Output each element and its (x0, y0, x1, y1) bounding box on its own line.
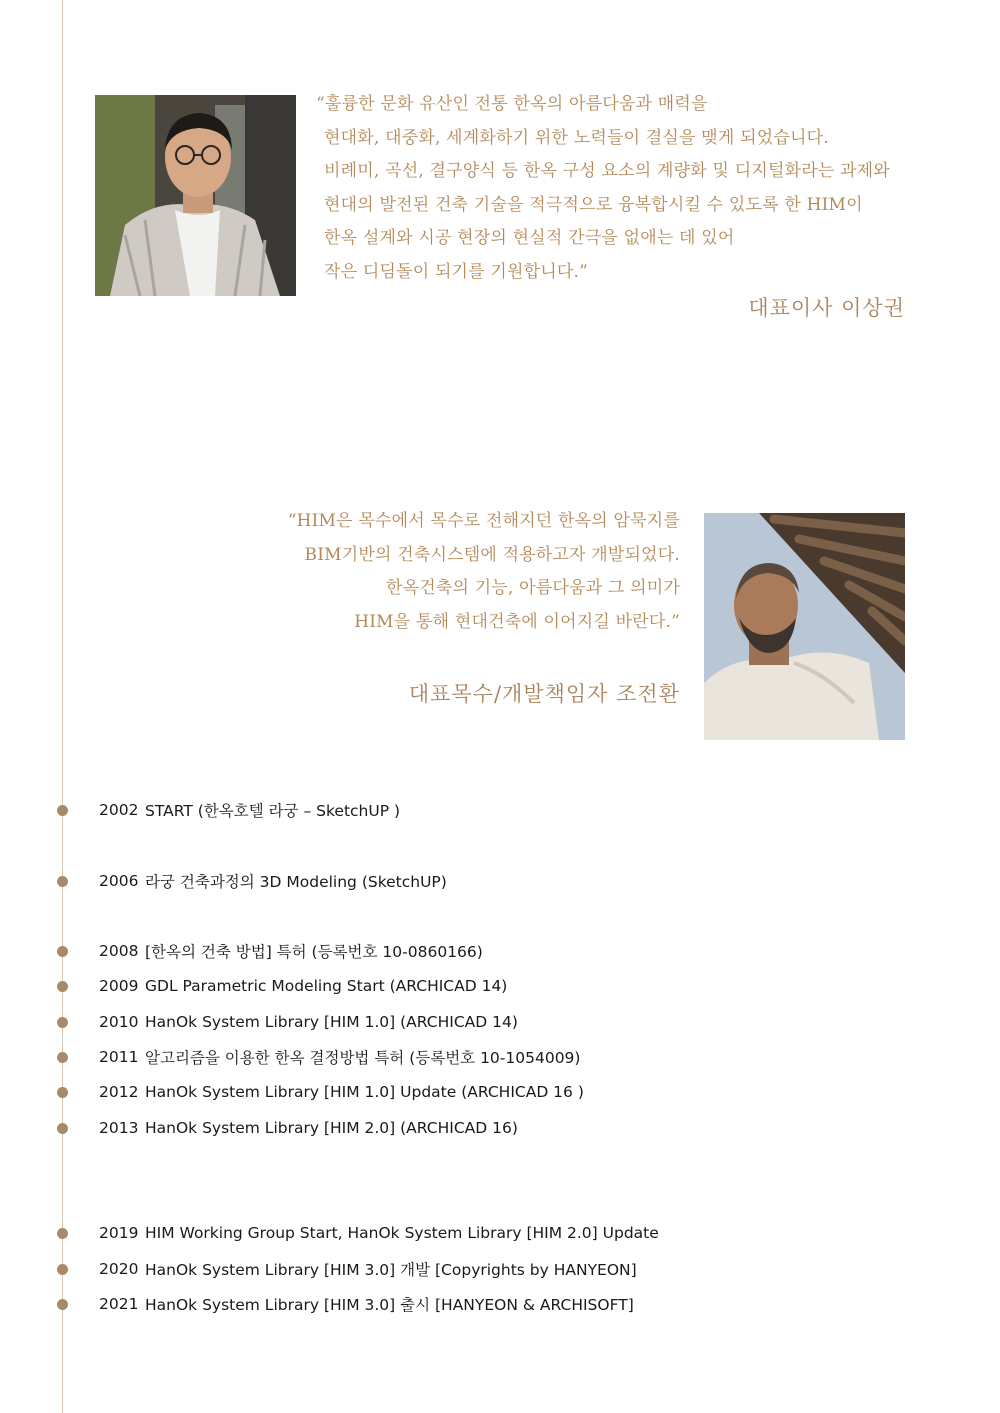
ceo-portrait-illustration (95, 95, 296, 296)
quote-line: 한옥건축의 기능, 아름다움과 그 의미가 (386, 578, 680, 598)
ceo-quote (316, 88, 890, 289)
timeline-item (57, 940, 483, 962)
timeline-text: HanOk System Library [HIM 3.0] 출시 [HANYEON & ARCHISOFT] (145, 1296, 634, 1314)
timeline-year: 2009 (99, 977, 139, 995)
timeline-year: 2021 (99, 1295, 139, 1313)
quote-line: “HIM은 목수에서 목수로 전해지던 한옥의 암묵지를 (287, 511, 680, 531)
bullet-dot-icon (57, 1228, 68, 1239)
bullet-dot-icon (57, 1017, 68, 1028)
timeline-year: 2013 (99, 1119, 139, 1137)
timeline-item (57, 1117, 518, 1139)
timeline-item (57, 1081, 584, 1103)
master-carpenter-illustration (704, 513, 905, 740)
timeline-text: 알고리즘을 이용한 한옥 결정방법 특허 (등록번호 10-1054009) (145, 1049, 581, 1067)
bullet-dot-icon (57, 1123, 68, 1134)
timeline-year: 2010 (99, 1013, 139, 1031)
timeline-item (57, 1258, 637, 1280)
master-carpenter-photo (704, 513, 905, 740)
quote-line: 한옥 설계와 시공 현장의 현실적 간극을 없애는 데 있어 (324, 228, 735, 248)
timeline-year: 2011 (99, 1048, 139, 1066)
master-carpenter-signature: 대표목수/개발책임자 조전환 (408, 682, 680, 706)
timeline-text: [한옥의 건축 방법] 특허 (등록번호 10-0860166) (145, 943, 483, 961)
left-vertical-rule (62, 0, 63, 1413)
quote-line: 작은 디딤돌이 되기를 기원합니다.” (324, 261, 589, 282)
timeline-text: HanOk System Library [HIM 1.0] (ARCHICAD 14) (145, 1013, 518, 1031)
timeline-text: START (한옥호텔 라궁 – SketchUP ) (145, 802, 401, 820)
timeline-item (57, 1293, 634, 1315)
timeline-text: HanOk System Library [HIM 1.0] Update (ARCHICAD 16 ) (145, 1083, 584, 1101)
bullet-dot-icon (57, 1264, 68, 1275)
quote-line: “훌륭한 문화 유산인 전통 한옥의 아름다움과 매력을 (316, 94, 708, 114)
quote-line: BIM기반의 건축시스템에 적용하고자 개발되었다. (304, 544, 680, 565)
master-carpenter-quote (288, 505, 680, 639)
timeline-year: 2019 (99, 1224, 139, 1242)
timeline-text: HanOk System Library [HIM 3.0] 개발 [Copyrights by HANYEON] (145, 1261, 637, 1279)
timeline-year: 2006 (99, 872, 139, 890)
quote-line: 현대화, 대중화, 세계화하기 위한 노력들이 결실을 맺게 되었습니다. (324, 127, 829, 148)
timeline-item (57, 870, 447, 892)
quote-line: 비례미, 곡선, 결구양식 등 한옥 구성 요소의 계량화 및 디지털화라는 과제와 (324, 161, 890, 181)
timeline-text: GDL Parametric Modeling Start (ARCHICAD 14) (145, 977, 508, 995)
bullet-dot-icon (57, 876, 68, 887)
timeline-text: 라궁 건축과정의 3D Modeling (SketchUP) (145, 873, 447, 891)
timeline-item (57, 975, 507, 997)
bullet-dot-icon (57, 981, 68, 992)
ceo-portrait-photo (95, 95, 296, 296)
timeline-text: HIM Working Group Start, HanOk System Library [HIM 2.0] Update (145, 1224, 659, 1242)
timeline-text: HanOk System Library [HIM 2.0] (ARCHICAD 16) (145, 1119, 518, 1137)
bullet-dot-icon (57, 1299, 68, 1310)
timeline-year: 2002 (99, 801, 139, 819)
timeline-year: 2020 (99, 1260, 139, 1278)
timeline-item (57, 1046, 580, 1068)
timeline-year: 2008 (99, 942, 139, 960)
timeline-item (57, 1222, 659, 1244)
timeline-item (57, 799, 400, 821)
quote-line: 현대의 발전된 건축 기술을 적극적으로 융복합시킬 수 있도록 한 HIM이 (324, 194, 863, 215)
timeline-item (57, 1011, 518, 1033)
bullet-dot-icon (57, 1052, 68, 1063)
bullet-dot-icon (57, 1087, 68, 1098)
bullet-dot-icon (57, 805, 68, 816)
quote-line: HIM을 통해 현대건축에 이어지길 바란다.” (354, 611, 680, 632)
timeline-year: 2012 (99, 1083, 139, 1101)
bullet-dot-icon (57, 946, 68, 957)
ceo-signature: 대표이사 이상권 (748, 296, 905, 320)
